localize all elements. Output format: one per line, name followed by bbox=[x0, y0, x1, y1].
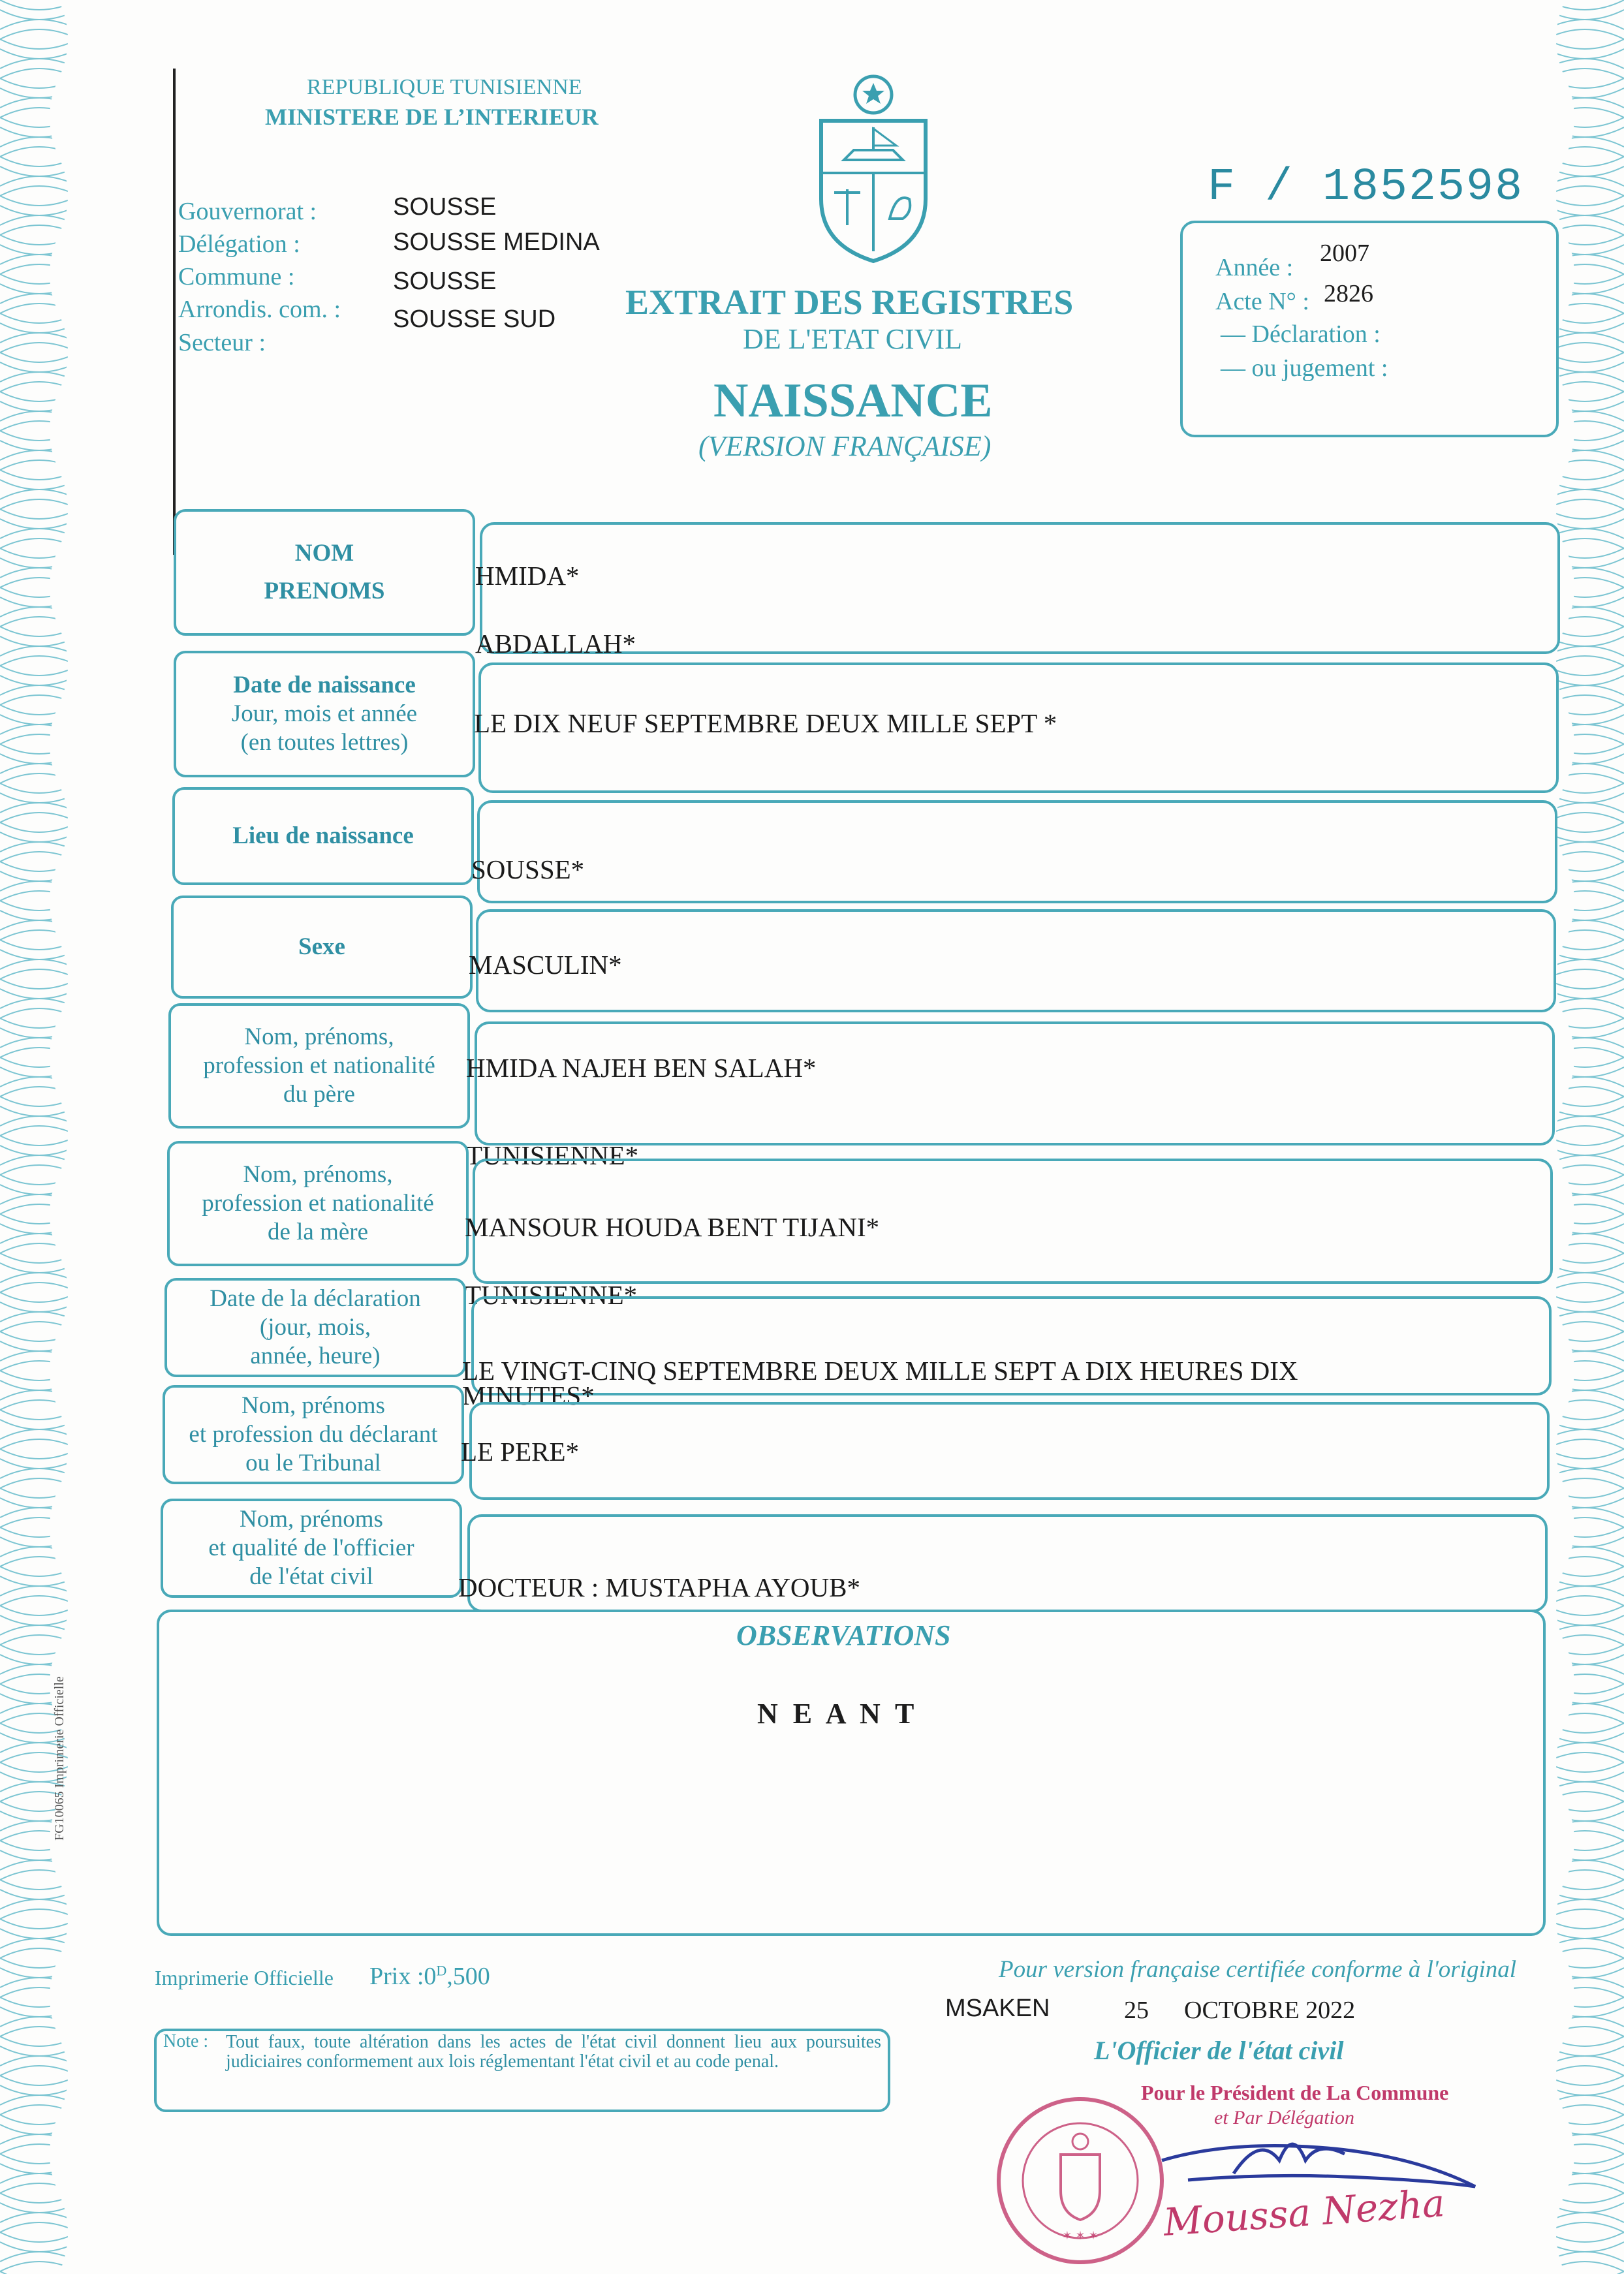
issue-day: 25 bbox=[1124, 1997, 1149, 2024]
declaration-date-value-line1: LE VINGT-CINQ SEPTEMBRE DEUX MILLE SEPT A DIX HEURES DIX bbox=[462, 1356, 1298, 1386]
observations-text: N E A N T bbox=[757, 1698, 918, 1730]
stamp-line-1: Pour le Président de La Commune bbox=[1141, 2081, 1449, 2104]
nom-value: HMIDA* bbox=[475, 561, 580, 591]
prix-label: Prix :0 bbox=[369, 1963, 437, 1990]
mere-label-3: de la mère bbox=[267, 1219, 369, 1245]
jugement-label: — ou jugement : bbox=[1221, 354, 1388, 382]
commune-label: Commune : bbox=[178, 263, 295, 290]
prix-unit: D bbox=[436, 1962, 447, 1979]
mere-value: MANSOUR HOUDA BENT TIJANI* bbox=[465, 1212, 880, 1242]
acte-value: 2826 bbox=[1324, 280, 1373, 307]
sexe-value: MASCULIN* bbox=[469, 950, 622, 980]
officier-label-3: de l'état civil bbox=[249, 1563, 373, 1590]
side-imprint: FG10065 Imprimerie Officielle bbox=[52, 1676, 67, 1841]
officer-title: L'Officier de l'état civil bbox=[1094, 2036, 1344, 2065]
lieu-naissance-value-box bbox=[477, 800, 1557, 903]
officier-label-2: et qualité de l'officier bbox=[208, 1534, 414, 1561]
serial-number: F / 1852598 bbox=[1208, 162, 1524, 213]
document-subtitle: DE L'ETAT CIVIL bbox=[743, 323, 962, 355]
declaration-date-label-2: (jour, mois, bbox=[259, 1314, 371, 1341]
declaration-date-label-box bbox=[164, 1278, 466, 1377]
declarant-label-2: et profession du déclarant bbox=[189, 1421, 438, 1448]
officier-value: DOCTEUR : MUSTAPHA AYOUB* bbox=[458, 1572, 861, 1602]
date-naissance-sublabel-1: Jour, mois et année bbox=[231, 700, 418, 727]
prix-value bbox=[369, 1962, 490, 1991]
delegation-label: Délégation : bbox=[178, 230, 300, 258]
issue-month-year: OCTOBRE 2022 bbox=[1184, 1997, 1356, 2024]
acte-label: Acte N° : bbox=[1215, 288, 1309, 315]
version-francaise: (VERSION FRANÇAISE) bbox=[698, 430, 992, 462]
mere-label-1: Nom, prénoms, bbox=[243, 1161, 393, 1188]
delegation-value: SOUSSE MEDINA bbox=[393, 228, 600, 256]
declaration-date-label-1: Date de la déclaration bbox=[210, 1285, 421, 1312]
document-title: EXTRAIT DES REGISTRES bbox=[625, 283, 1074, 322]
pere-label-1: Nom, prénoms, bbox=[244, 1023, 394, 1050]
nom-prenoms-value-box bbox=[480, 522, 1560, 654]
lieu-naissance-label: Lieu de naissance bbox=[232, 822, 414, 849]
annee-value: 2007 bbox=[1320, 240, 1369, 267]
pere-label-box bbox=[168, 1003, 470, 1129]
lieu-naissance-value: SOUSSE* bbox=[471, 854, 585, 884]
date-naissance-label-box bbox=[174, 651, 475, 777]
secteur-label: Secteur : bbox=[178, 329, 266, 356]
pere-label-3: du père bbox=[283, 1081, 355, 1108]
declaration-date-value-line2: MINUTES* bbox=[462, 1380, 595, 1410]
republic-heading: REPUBLIQUE TUNISIENNE bbox=[307, 75, 582, 99]
declarant-label-1: Nom, prénoms bbox=[242, 1392, 385, 1419]
pere-value-box bbox=[475, 1021, 1555, 1145]
arrondissement-label: Arrondis. com. : bbox=[178, 296, 341, 323]
gouvernorat-value: SOUSSE bbox=[393, 193, 497, 221]
pere-value: HMIDA NAJEH BEN SALAH* bbox=[466, 1053, 817, 1083]
officier-label-box bbox=[161, 1499, 462, 1598]
nom-label: NOM bbox=[294, 540, 354, 567]
arrondissement-value: SOUSSE SUD bbox=[393, 305, 556, 333]
stamp-line-2: et Par Délégation bbox=[1214, 2107, 1354, 2128]
commune-value: SOUSSE bbox=[393, 268, 497, 295]
prenoms-label: PRENOMS bbox=[264, 578, 385, 604]
annee-label: Année : bbox=[1215, 254, 1294, 281]
observations-box bbox=[157, 1610, 1546, 1936]
observations-title: OBSERVATIONS bbox=[736, 1619, 951, 1651]
date-naissance-value: LE DIX NEUF SEPTEMBRE DEUX MILLE SEPT * bbox=[474, 708, 1057, 738]
svg-text:✶ ✶ ✶: ✶ ✶ ✶ bbox=[1062, 2229, 1099, 2242]
declarant-label-3: ou le Tribunal bbox=[245, 1450, 381, 1476]
imprimerie-label: Imprimerie Officielle bbox=[155, 1966, 334, 1989]
prenoms-value: ABDALLAH* bbox=[475, 629, 636, 659]
note-text: Tout faux, toute altération dans les actes de l'état civil donnent lieu aux poursuites judiciaires conformement aux lois réglementant l'état civil et au code penal. bbox=[226, 2032, 881, 2072]
certified-text: Pour version française certifiée conforme à l'original bbox=[999, 1956, 1517, 1983]
left-guilloche-border bbox=[0, 0, 78, 2274]
declarant-value-box bbox=[469, 1402, 1550, 1500]
sexe-label: Sexe bbox=[298, 933, 345, 960]
prix-amount: ,500 bbox=[446, 1963, 490, 1990]
note-label: Note : bbox=[163, 2031, 209, 2051]
officier-label-1: Nom, prénoms bbox=[240, 1506, 383, 1533]
declaration-label: — Déclaration : bbox=[1221, 320, 1381, 348]
coat-of-arms-icon bbox=[808, 69, 939, 264]
signature-name: Moussa Nezha bbox=[1162, 2181, 1446, 2245]
date-naissance-label: Date de naissance bbox=[233, 672, 416, 698]
ministry-heading: MINISTERE DE L’INTERIEUR bbox=[265, 104, 599, 130]
declarant-label-box bbox=[163, 1385, 464, 1484]
document-type: NAISSANCE bbox=[713, 374, 993, 428]
gouvernorat-label: Gouvernorat : bbox=[178, 198, 317, 225]
issue-place: MSAKEN bbox=[945, 1995, 1050, 2022]
mere-nationality: TUNISIENNE* bbox=[465, 1280, 638, 1310]
sexe-label-box bbox=[171, 896, 473, 999]
sexe-value-box bbox=[476, 909, 1556, 1012]
lieu-naissance-label-box bbox=[172, 787, 474, 885]
date-naissance-sublabel-2: (en toutes lettres) bbox=[240, 729, 409, 756]
mere-label-box bbox=[167, 1141, 469, 1266]
mere-label-2: profession et nationalité bbox=[202, 1190, 434, 1217]
declaration-date-label-3: année, heure) bbox=[250, 1343, 381, 1369]
pere-label-2: profession et nationalité bbox=[203, 1052, 435, 1079]
round-seal-icon bbox=[992, 2093, 1168, 2269]
nom-prenoms-label-box bbox=[174, 509, 475, 636]
header-vertical-rule bbox=[173, 69, 176, 555]
declarant-value: LE PERE* bbox=[461, 1437, 580, 1467]
pere-nationality: TUNISIENNE* bbox=[466, 1140, 639, 1170]
